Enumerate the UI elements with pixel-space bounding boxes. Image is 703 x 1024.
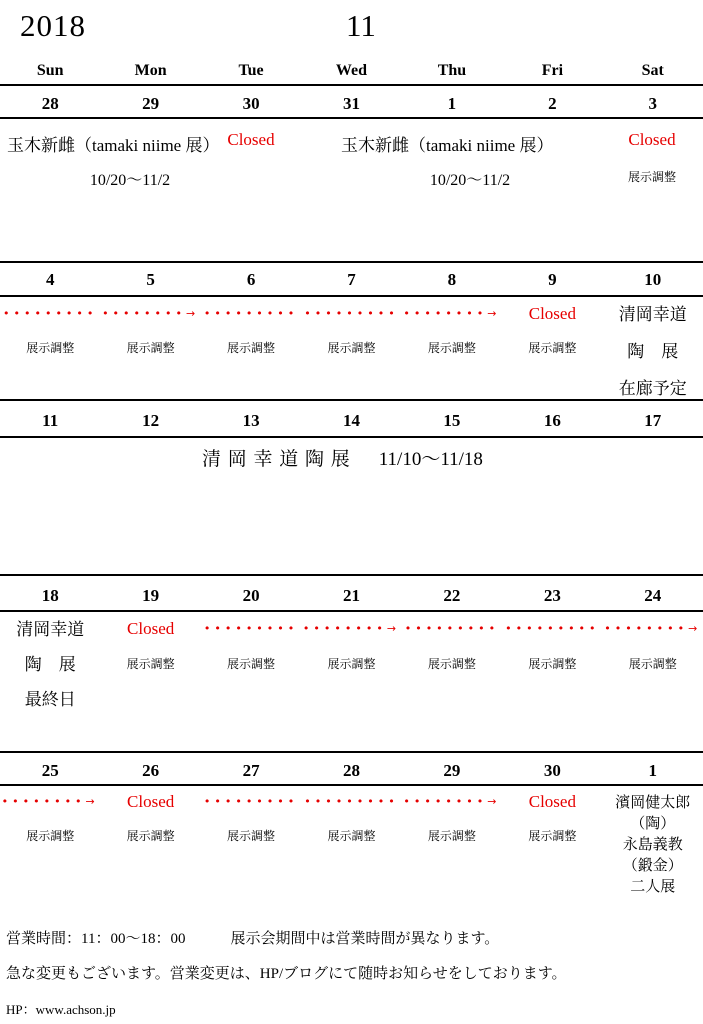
date-cell: 11 bbox=[42, 411, 59, 430]
business-hours-label: 営業時間：11：00〜18：00 bbox=[6, 931, 186, 947]
week2-content-row bbox=[0, 305, 703, 416]
exhibit-prep-label: 展示調整 bbox=[26, 341, 75, 355]
date-cell: 24 bbox=[644, 586, 662, 605]
date-cell: 20 bbox=[242, 586, 260, 605]
exhibit-prep-label: 展示調整 bbox=[227, 341, 276, 355]
day-cell-nov9 bbox=[502, 305, 602, 416]
event-kiyooka-final-day: 最終日 bbox=[24, 690, 76, 709]
day-cell-nov22 bbox=[402, 620, 502, 725]
day-cell-nov30 bbox=[502, 793, 602, 898]
date-cell: 1 bbox=[447, 94, 457, 113]
divider-line bbox=[0, 610, 703, 612]
day-cell-nov28 bbox=[301, 793, 401, 898]
date-cell: 5 bbox=[146, 270, 155, 289]
continuation-dots-icon: ••••••••• bbox=[304, 307, 399, 320]
exhibit-prep-label: 展示調整 bbox=[26, 829, 75, 843]
day-cell-nov5 bbox=[100, 305, 200, 416]
event-kiyooka-type: 陶 展 bbox=[24, 655, 76, 674]
continuation-dots-arrow-icon: ••••••••→ bbox=[1, 795, 99, 808]
footer-website-url: HP：www.achson.jp bbox=[6, 1002, 116, 1017]
day-names-row bbox=[0, 62, 703, 80]
date-cell: 19 bbox=[142, 586, 160, 605]
day-cell-nov23 bbox=[502, 620, 602, 725]
date-cell: 31 bbox=[342, 94, 360, 113]
event-hamaoka-type: （陶） bbox=[630, 816, 676, 832]
date-cell: 30 bbox=[242, 94, 260, 113]
day-name-mon: Mon bbox=[134, 62, 167, 79]
exhibit-prep-label: 展示調整 bbox=[227, 657, 276, 671]
date-cell: 15 bbox=[443, 411, 461, 430]
exhibit-prep-label: 展示調整 bbox=[126, 341, 175, 355]
divider-line bbox=[0, 784, 703, 786]
day-cell-nov21 bbox=[301, 620, 401, 725]
day-name-thu: Thu bbox=[437, 62, 467, 79]
day-name-sat: Sat bbox=[641, 62, 664, 79]
week1-dates-row bbox=[0, 94, 703, 114]
week4-content-row bbox=[0, 620, 703, 725]
event-kiyooka-note: 在廊予定 bbox=[618, 379, 687, 398]
day-cell-nov7 bbox=[301, 305, 401, 416]
continuation-dots-arrow-icon: ••••••••→ bbox=[102, 307, 200, 320]
date-cell: 14 bbox=[342, 411, 360, 430]
date-cell: 26 bbox=[142, 761, 160, 780]
event-tamaki-niime-dates-2: 10/20〜11/2 bbox=[429, 172, 511, 189]
event-kiyooka-name: 清岡幸道 bbox=[16, 620, 85, 639]
continuation-dots-arrow-icon: ••••••••→ bbox=[604, 622, 702, 635]
date-cell: 12 bbox=[142, 411, 160, 430]
continuation-dots-icon: ••••••••• bbox=[203, 795, 299, 808]
day-cell-nov20 bbox=[201, 620, 301, 725]
event-nagashima-type: （鍛金） bbox=[622, 858, 683, 874]
date-cell: 18 bbox=[41, 586, 59, 605]
closed-label-tue30: Closed bbox=[227, 130, 275, 149]
date-cell: 28 bbox=[342, 761, 360, 780]
exhibit-prep-label: 展示調整 bbox=[327, 341, 376, 355]
event-nagashima-name: 永島義教 bbox=[622, 837, 683, 853]
continuation-dots-arrow-icon: ••••••••→ bbox=[302, 622, 401, 635]
day-name-fri: Fri bbox=[541, 62, 564, 79]
divider-line bbox=[0, 751, 703, 753]
date-cell: 29 bbox=[443, 761, 461, 780]
continuation-dots-icon: ••••••••• bbox=[505, 622, 600, 635]
continuation-dots-icon: ••••••••• bbox=[203, 622, 299, 635]
week2-dates-row bbox=[0, 270, 703, 290]
event-kiyooka-type: 陶 展 bbox=[627, 342, 679, 361]
date-cell: 10 bbox=[644, 270, 662, 289]
date-cell: 3 bbox=[648, 94, 658, 113]
date-cell: 1 bbox=[648, 761, 658, 780]
exhibit-prep-label: 展示調整 bbox=[327, 657, 376, 671]
continuation-dots-icon: ••••••••• bbox=[304, 795, 399, 808]
closed-label: Closed bbox=[528, 792, 576, 811]
date-cell: 30 bbox=[543, 761, 561, 780]
exhibit-prep-label: 展示調整 bbox=[528, 829, 577, 843]
continuation-dots-arrow-icon: ••••••••→ bbox=[403, 795, 501, 808]
closed-label-sat3: Closed bbox=[628, 130, 676, 149]
day-name-sun: Sun bbox=[36, 62, 64, 79]
day-cell-nov19 bbox=[100, 620, 200, 725]
day-cell-nov26 bbox=[100, 793, 200, 898]
footer-change-notice: 急な変更もございます。営業変更は、HP/ブログにて随時お知らせをしております。 bbox=[6, 966, 567, 982]
week3-dates-row bbox=[0, 411, 703, 431]
date-cell: 22 bbox=[443, 586, 461, 605]
day-cell-nov24 bbox=[603, 620, 703, 725]
exhibit-prep-label: 展示調整 bbox=[427, 341, 476, 355]
week5-content-row bbox=[0, 793, 703, 898]
date-cell: 9 bbox=[548, 270, 557, 289]
event-duo-exhibition-label: 二人展 bbox=[630, 879, 676, 895]
continuation-dots-icon: ••••••••• bbox=[203, 307, 299, 320]
exhibit-prep-label: 展示調整 bbox=[528, 657, 577, 671]
week4-dates-row bbox=[0, 586, 703, 606]
year-label: 2018 bbox=[20, 8, 86, 43]
day-cell-nov18 bbox=[0, 620, 100, 725]
exhibit-prep-label: 展示調整 bbox=[628, 657, 677, 671]
day-cell-nov8 bbox=[402, 305, 502, 416]
date-cell: 28 bbox=[41, 94, 59, 113]
continuation-dots-icon: ••••••••• bbox=[404, 622, 500, 635]
exhibition-hours-note: 展示会期間中は営業時間が異なります。 bbox=[230, 931, 500, 947]
event-hamaoka-name: 濱岡健太郎 bbox=[615, 795, 691, 811]
event-tamaki-niime-title-1: 玉木新雌（tamaki niime 展） bbox=[7, 136, 220, 155]
day-cell-dec1 bbox=[603, 793, 703, 898]
date-cell: 21 bbox=[342, 586, 360, 605]
exhibit-prep-label: 展示調整 bbox=[528, 341, 577, 355]
event-kiyooka-exhibition-dates: 11/10〜11/18 bbox=[378, 449, 483, 470]
event-tamaki-niime-title-2: 玉木新雌（tamaki niime 展） bbox=[341, 136, 554, 155]
exhibit-prep-label: 展示調整 bbox=[126, 657, 175, 671]
day-name-tue: Tue bbox=[238, 62, 264, 79]
date-cell: 25 bbox=[41, 761, 59, 780]
day-cell-nov6 bbox=[201, 305, 301, 416]
exhibit-prep-label: 展示調整 bbox=[427, 829, 476, 843]
week3-event-row bbox=[202, 444, 483, 471]
date-cell: 27 bbox=[242, 761, 260, 780]
exhibit-prep-label-sat3: 展示調整 bbox=[627, 170, 676, 184]
date-cell: 23 bbox=[543, 586, 561, 605]
divider-line bbox=[0, 261, 703, 263]
date-cell: 2 bbox=[548, 94, 557, 113]
day-cell-nov10 bbox=[603, 305, 703, 416]
date-cell: 8 bbox=[447, 270, 457, 289]
day-cell-nov4 bbox=[0, 305, 100, 416]
exhibit-prep-label: 展示調整 bbox=[327, 829, 376, 843]
exhibit-prep-label: 展示調整 bbox=[227, 829, 276, 843]
divider-line bbox=[0, 84, 703, 86]
exhibit-prep-label: 展示調整 bbox=[427, 657, 476, 671]
event-kiyooka-name: 清岡幸道 bbox=[618, 305, 687, 324]
date-cell: 7 bbox=[347, 270, 356, 289]
event-tamaki-niime-dates-1: 10/20〜11/2 bbox=[89, 172, 171, 189]
week5-dates-row bbox=[0, 761, 703, 781]
event-kiyooka-exhibition-title: 清 岡 幸 道 陶 展 bbox=[202, 449, 351, 470]
day-name-wed: Wed bbox=[335, 62, 368, 79]
closed-label: Closed bbox=[127, 619, 175, 638]
date-cell: 29 bbox=[142, 94, 160, 113]
date-cell: 4 bbox=[45, 270, 55, 289]
day-cell-nov25 bbox=[0, 793, 100, 898]
continuation-dots-arrow-icon: ••••••••→ bbox=[403, 307, 501, 320]
divider-line bbox=[0, 574, 703, 576]
continuation-dots-icon: ••••••••• bbox=[3, 307, 98, 320]
closed-label: Closed bbox=[127, 792, 175, 811]
exhibit-prep-label: 展示調整 bbox=[126, 829, 175, 843]
month-label: 11 bbox=[346, 8, 376, 43]
footer-hours-line bbox=[6, 927, 499, 948]
date-cell: 17 bbox=[644, 411, 662, 430]
date-cell: 6 bbox=[246, 270, 256, 289]
divider-line bbox=[0, 295, 703, 297]
day-cell-nov29 bbox=[402, 793, 502, 898]
divider-line bbox=[0, 117, 703, 119]
closed-label: Closed bbox=[528, 304, 576, 323]
day-cell-nov27 bbox=[201, 793, 301, 898]
divider-line bbox=[0, 436, 703, 438]
date-cell: 16 bbox=[543, 411, 561, 430]
date-cell: 13 bbox=[242, 411, 260, 430]
